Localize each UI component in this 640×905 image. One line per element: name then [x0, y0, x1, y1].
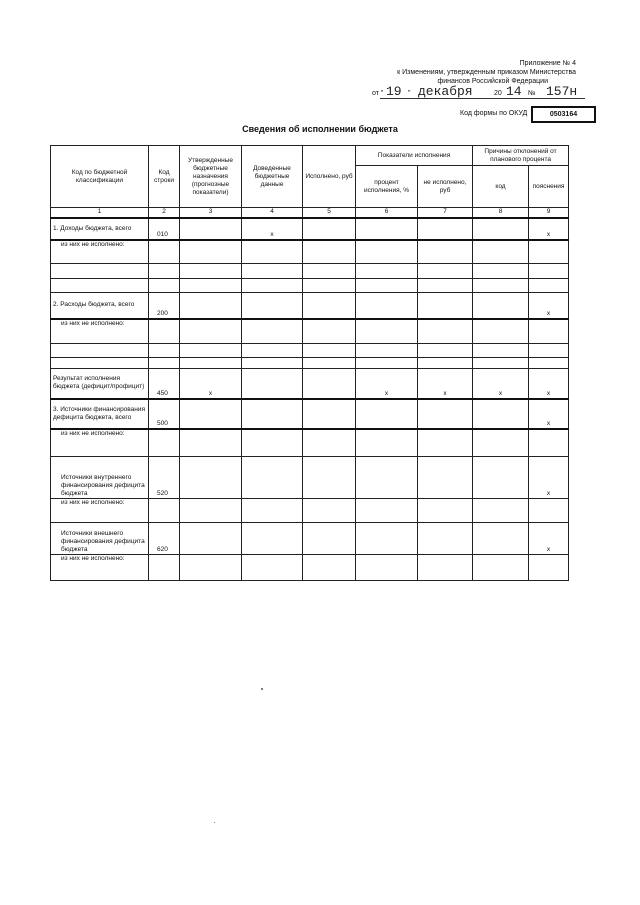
order-month: декабря	[418, 84, 473, 99]
scan-speck	[214, 822, 215, 823]
number-sign: №	[528, 90, 536, 97]
cell: x	[356, 369, 418, 399]
row-label: из них не исполнено:	[51, 555, 149, 581]
col-number-8: 8	[473, 208, 529, 218]
row-code: 500	[149, 399, 180, 429]
row-label: 3. Источники финансирования дефицита бюджета, всего	[51, 399, 149, 429]
row-code: 010	[149, 218, 180, 240]
cell[interactable]	[303, 218, 356, 240]
date-underline	[380, 98, 585, 99]
table-row	[51, 555, 569, 581]
row-label: из них не исполнено:	[51, 319, 149, 344]
table-row	[51, 457, 569, 499]
row-label: 2. Расходы бюджета, всего	[51, 293, 149, 319]
header-delivered: Доведенные бюджетные данные	[242, 146, 303, 208]
table-row	[51, 240, 569, 264]
cell[interactable]	[418, 218, 473, 240]
table-row	[51, 399, 569, 429]
appendix-line-2: к Изменениям, утвержденным приказом Министерства	[397, 69, 576, 76]
col-number-3: 3	[180, 208, 242, 218]
cell[interactable]	[473, 218, 529, 240]
cell: x	[529, 457, 569, 499]
col-number-1: 1	[51, 208, 149, 218]
cell: x	[418, 369, 473, 399]
header-code-classification: Код по бюджетной классификации	[51, 146, 149, 208]
row-code: 450	[149, 369, 180, 399]
cell[interactable]	[180, 218, 242, 240]
table-row	[51, 369, 569, 399]
budget-execution-table	[50, 145, 569, 581]
scan-speck	[261, 688, 263, 690]
header-reasons: Причины отклонений от планового процента	[473, 146, 569, 166]
col-number-5: 5	[303, 208, 356, 218]
header-reason-code: код	[473, 166, 529, 208]
table-row	[51, 293, 569, 319]
row-label: из них не исполнено:	[51, 499, 149, 523]
cell: x	[529, 399, 569, 429]
date-prefix: от "	[372, 90, 384, 97]
header-approved: Утвержденные бюджетные назначения (прогнозные показатели)	[180, 146, 242, 208]
table-row	[51, 499, 569, 523]
row-label: из них не исполнено:	[51, 240, 149, 264]
order-day: 19	[386, 84, 402, 99]
cell: x	[529, 218, 569, 240]
table-row	[51, 358, 569, 369]
header-indicators: Показатели исполнения	[356, 146, 473, 166]
col-number-4: 4	[242, 208, 303, 218]
header-percent: процент исполнения, %	[356, 166, 418, 208]
header-not-executed: не исполнено, руб	[418, 166, 473, 208]
table-row	[51, 319, 569, 344]
cell: x	[529, 369, 569, 399]
header-executed: Исполнено, руб	[303, 146, 356, 208]
table-row	[51, 344, 569, 358]
appendix-number: Приложение № 4	[519, 60, 576, 67]
col-number-6: 6	[356, 208, 418, 218]
table-row	[51, 279, 569, 293]
row-label: Результат исполнения бюджета (дефицит/профицит)	[51, 369, 149, 399]
cell: x	[529, 293, 569, 319]
appendix-line-3: финансов Российской Федерации	[437, 78, 548, 85]
order-number: 157н	[546, 84, 578, 99]
year-prefix: 20	[494, 90, 502, 97]
row-label: из них не исполнено:	[51, 429, 149, 457]
col-number-2: 2	[149, 208, 180, 218]
page-title: Сведения об исполнении бюджета	[242, 124, 398, 134]
table-row	[51, 429, 569, 457]
col-number-9: 9	[529, 208, 569, 218]
row-code: 200	[149, 293, 180, 319]
cell: x	[242, 218, 303, 240]
table-row	[51, 218, 569, 240]
row-code: 520	[149, 457, 180, 499]
cell: x	[180, 369, 242, 399]
okud-label: Код формы по ОКУД	[460, 110, 528, 117]
order-year: 14	[506, 84, 522, 99]
row-code: 620	[149, 523, 180, 555]
cell[interactable]	[356, 218, 418, 240]
table-row	[51, 264, 569, 279]
col-number-7: 7	[418, 208, 473, 218]
row-label: Источники внутреннего финансирования дефицита бюджета	[51, 457, 149, 499]
date-quote-close: "	[408, 90, 411, 97]
cell: x	[473, 369, 529, 399]
header-explanation: пояснения	[529, 166, 569, 208]
row-label: 1. Доходы бюджета, всего	[51, 218, 149, 240]
cell: x	[529, 523, 569, 555]
order-date-line	[370, 84, 590, 100]
row-label: Источники внешнего финансирования дефицита бюджета	[51, 523, 149, 555]
okud-code-box: 0503164	[531, 106, 596, 123]
table-row	[51, 523, 569, 555]
header-row-code: Код строки	[149, 146, 180, 208]
